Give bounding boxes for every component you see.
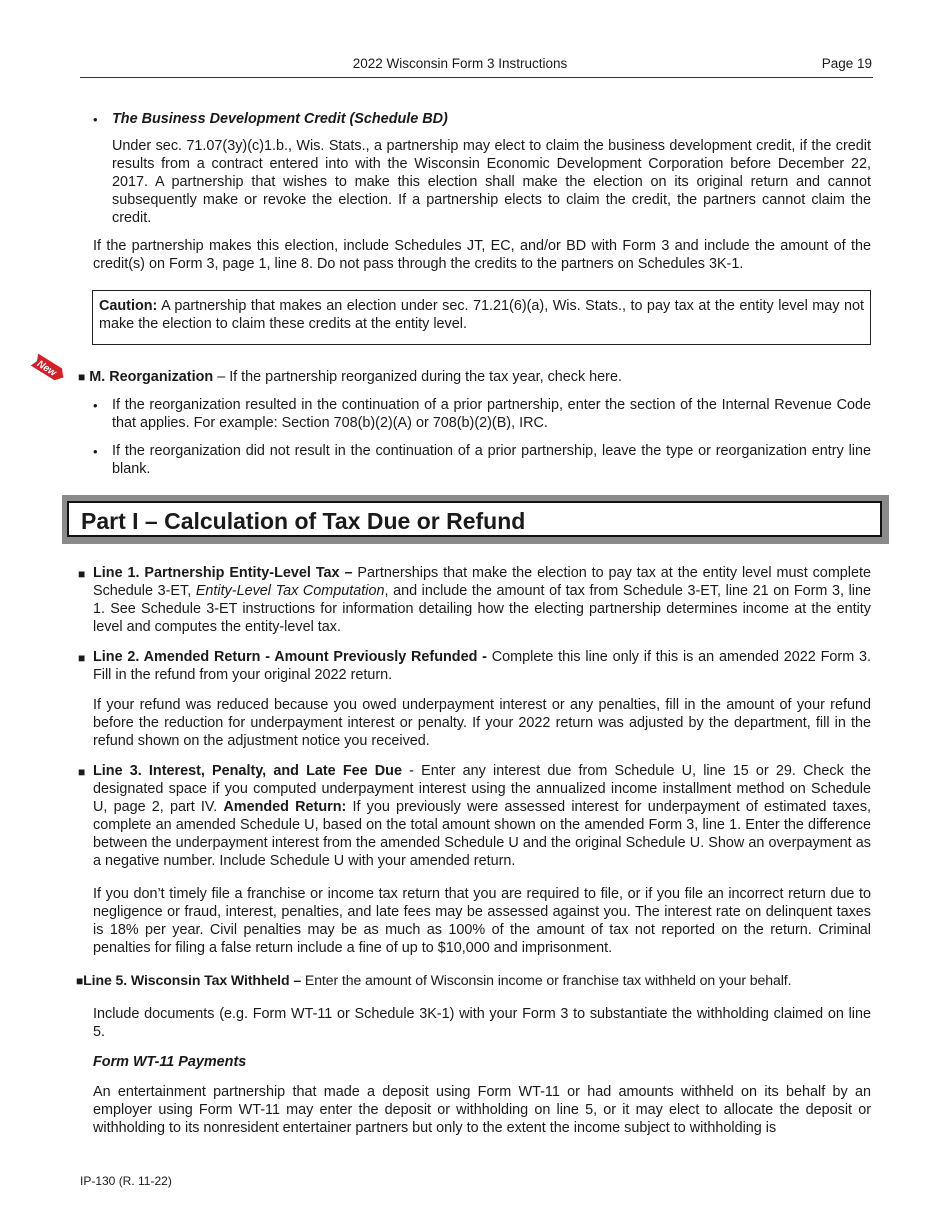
square-bullet-icon: ■ [76,974,84,988]
wt11-subheading: Form WT-11 Payments [93,1054,247,1070]
line1-paragraph [93,564,871,636]
page-number: Page 19 [821,56,872,71]
line3-paragraph [93,762,871,870]
reorg-heading: M. Reorganization [89,369,214,385]
line5-text: Enter the amount of Wisconsin income or franchise tax withheld on your behalf. [304,972,792,988]
reorg-bullet-2: If the reorganization did not result in the continuation of a prior partnership, leave the type or reorganization entry line blank. [112,443,871,477]
caution-label: Caution: [99,298,158,314]
bd-body: Under sec. 71.07(3y)(c)1.b., Wis. Stats., a partnership may elect to claim the business development credit, if the credit results from a contract entered into with the Wisconsin Economic Development Corporation before December 22, 2017. A partnership that wishes to make this election shall make the election on its original return and cannot subsequently make or revoke the election. If a partnership elects to claim the credit, the partners cannot claim the credit. [112,138,871,226]
line3-text-a: - Enter any interest due from Schedule U, line 15 or 29. Check the designated space if you computed underpayment interest using the annualized income installment method on Schedule U, page 2, part IV. [93,763,871,815]
line2-heading: Line 2. Amended Return - Amount Previously Refunded - [93,649,487,665]
line3-heading: Line 3. Interest, Penalty, and Late Fee Due [93,763,402,779]
line5-paragraph-3: An entertainment partnership that made a deposit using Form WT-11 or had amounts withheld on its behalf by an employer using Form WT-11 may enter the deposit or withholding on line 5, or it may elect to allocate the deposit or withholding to its nonresident entertainer partners but only to the extent the income subject to withholding is [93,1084,871,1136]
new-badge-icon [28,352,68,384]
line3-text-b: If you previously were assessed interest for underpayment of estimated taxes, complete an amended Schedule U, based on the total amount shown on the amended Form 3, line 1. Enter the difference between the underpayment interest from the amended Schedule U and the original Schedule U. Show an overpayment as a negative number. Include Schedule U with your amended return. [93,799,872,869]
line5-paragraph-2: Include documents (e.g. Form WT-11 or Schedule 3K-1) with your Form 3 to substantiate the withholding claimed on line 5. [93,1006,871,1040]
reorg-bullet-1: If the reorganization resulted in the continuation of a prior partnership, enter the section of the Internal Revenue Code that applies. For example: Section 708(b)(2)(A) or 708(b)(2)(B), IRC. [112,397,871,431]
line5-heading: Line 5. Wisconsin Tax Withheld – [83,972,302,988]
reorg-text: – If the partnership reorganized during the tax year, check here. [217,369,622,385]
caution-body: A partnership that makes an election under sec. 71.21(6)(a), Wis. Stats., to pay tax at the entity level may not make the election to claim these credits at the entity level. [99,298,864,332]
square-bullet-icon: ■ [78,370,86,384]
line3-paragraph-2: If you don’t timely file a franchise or income tax return that you are required to file, or if you file an incorrect return due to negligence or fraud, interest, penalties, and late fees may be assessed against you. The interest rate on delinquent taxes is 18% per year. Civil penalties may be as much as 100% of the amount of tax not reported on the return. Criminal penalties for filing a false return include a fine of up to $10,000 and imprisonment. [93,886,871,956]
bullet-icon: • [93,444,98,459]
part-title: Part I – Calculation of Tax Due or Refund [81,508,526,534]
running-header-title: 2022 Wisconsin Form 3 Instructions [352,56,568,71]
caution-text [99,297,864,333]
part-banner [62,495,889,544]
new-badge-label: New [34,358,58,379]
square-bullet-icon: ■ [78,651,86,665]
bullet-icon: • [93,112,98,127]
line2-paragraph [93,648,871,684]
line5-paragraph [76,971,874,990]
line1-text-b: , and include the amount of tax from Schedule 3-ET, line 21 on Form 3, line 1. See Schedule 3-ET instructions for information detailing how the electing partnership determines income at the entity level and computes the entity-level tax. [93,583,872,635]
reorg-item [78,368,622,386]
header-rule [80,77,873,78]
line1-italic: Entity-Level Tax Computation [195,583,385,599]
line3-amended-label: Amended Return: [223,799,347,815]
line2-paragraph-2: If your refund was reduced because you owed underpayment interest or any penalties, fill in the amount of your refund before the reduction for underpayment interest or penalty. If your 2022 return was adjusted by the department, fill in the refund shown on the adjustment notice you received. [93,697,871,749]
election-paragraph: If the partnership makes this election, include Schedules JT, EC, and/or BD with Form 3 and include the amount of the credit(s) on Form 3, page 1, line 8. Do not pass through the credits to the partners on Schedules 3K-1. [93,238,871,272]
bullet-icon: • [93,398,98,413]
line1-heading: Line 1. Partnership Entity-Level Tax – [93,565,353,581]
square-bullet-icon: ■ [78,765,86,779]
square-bullet-icon: ■ [78,567,86,581]
part-banner-inner [67,501,882,537]
form-footer-id: IP-130 (R. 11-22) [80,1174,172,1188]
line1-text-a: Partnerships that make the election to pay tax at the entity level must complete Schedule 3-ET, [93,565,872,599]
caution-box [92,290,871,345]
bd-heading: The Business Development Credit (Schedule BD) [112,111,448,127]
line2-text: Complete this line only if this is an amended 2022 Form 3. Fill in the refund from your original 2022 return. [93,649,871,683]
